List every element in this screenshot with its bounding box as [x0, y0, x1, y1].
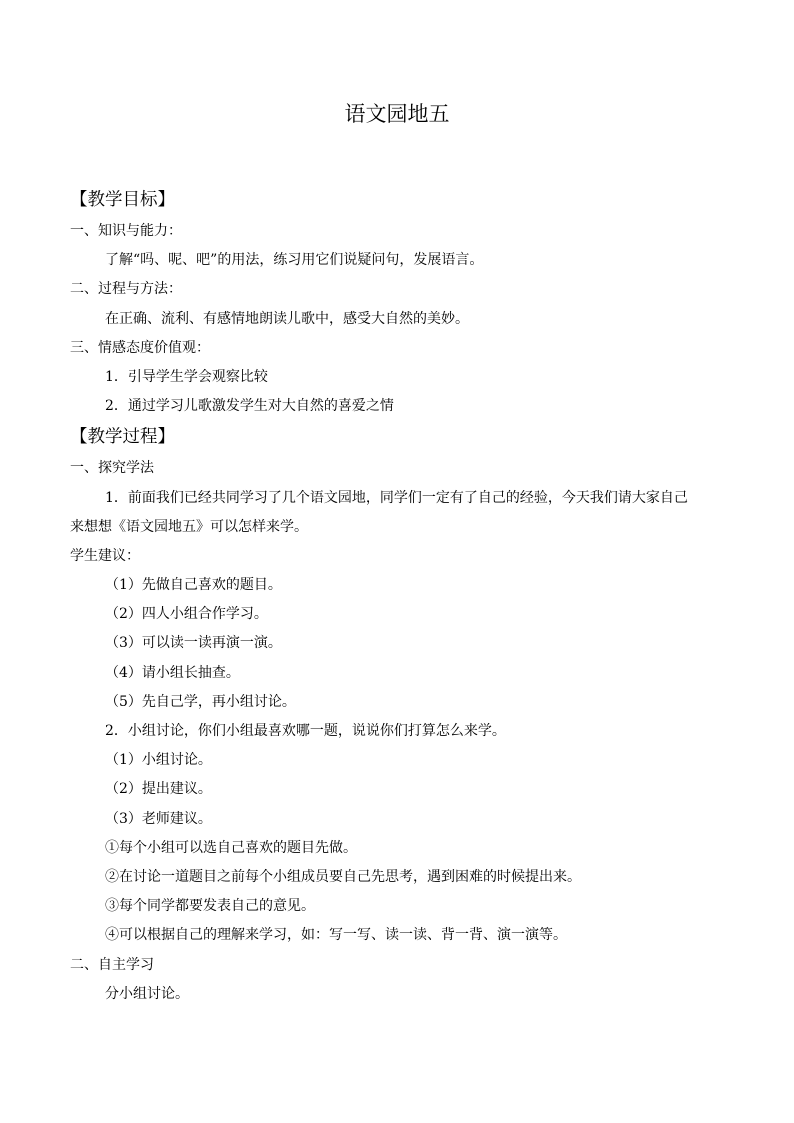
suggestion-item: （3）可以读一读再演一演。 — [105, 635, 282, 652]
teacher-point: ①每个小组可以选自己喜欢的题目先做。 — [105, 839, 357, 856]
section-heading-objectives: 【教学目标】 — [70, 190, 175, 210]
student-suggestions-label: 学生建议： — [70, 547, 140, 564]
document-body — [0, 184, 794, 1009]
process-paragraph: 1．前面我们已经共同学习了几个语文园地，同学们一定有了自己的经验，今天我们请大家自己来想想《语文园地五》可以怎样来学。 — [70, 489, 688, 535]
step-item: （1）小组讨论。 — [105, 752, 212, 769]
objective-value-item: 2．通过学习儿歌激发学生对大自然的喜爱之情 — [105, 398, 394, 415]
objective-text-knowledge: 了解“吗、呢、吧”的用法，练习用它们说疑问句，发展语言。 — [105, 252, 484, 269]
suggestion-item: （2）四人小组合作学习。 — [105, 606, 268, 623]
process-paragraph: 分小组讨论。 — [105, 985, 189, 1002]
suggestion-item: （4）请小组长抽查。 — [105, 664, 240, 681]
teacher-point: ②在讨论一道题目之前每个小组成员要自己先思考，遇到困难的时候提出来。 — [105, 868, 581, 885]
objective-text-process: 在正确、流利、有感情地朗读儿歌中，感受大自然的美妙。 — [105, 310, 469, 327]
suggestion-item: （1）先做自己喜欢的题目。 — [105, 577, 282, 594]
section-heading-process: 【教学过程】 — [70, 427, 175, 448]
process-part-title: 二、自主学习 — [70, 956, 154, 973]
teacher-point: ④可以根据自己的理解来学习，如：写一写、读一读、背一背、演一演等。 — [105, 927, 567, 944]
objective-value-item: 1．引导学生学会观察比较 — [105, 368, 268, 385]
objective-heading-process: 二、过程与方法： — [70, 281, 182, 298]
step-item: （3）老师建议。 — [105, 810, 212, 827]
process-paragraph: 2．小组讨论，你们小组最喜欢哪一题，说说你们打算怎么来学。 — [105, 723, 506, 740]
page-title: 语文园地五 — [344, 102, 450, 126]
process-part-title: 一、探究学法 — [70, 460, 154, 477]
teacher-point: ③每个同学都要发表自己的意见。 — [105, 898, 315, 915]
step-item: （2）提出建议。 — [105, 781, 212, 798]
objective-heading-knowledge: 一、知识与能力： — [70, 223, 182, 239]
suggestion-item: （5）先自己学，再小组讨论。 — [105, 693, 296, 710]
objective-heading-values: 三、情感态度价值观： — [70, 339, 210, 356]
